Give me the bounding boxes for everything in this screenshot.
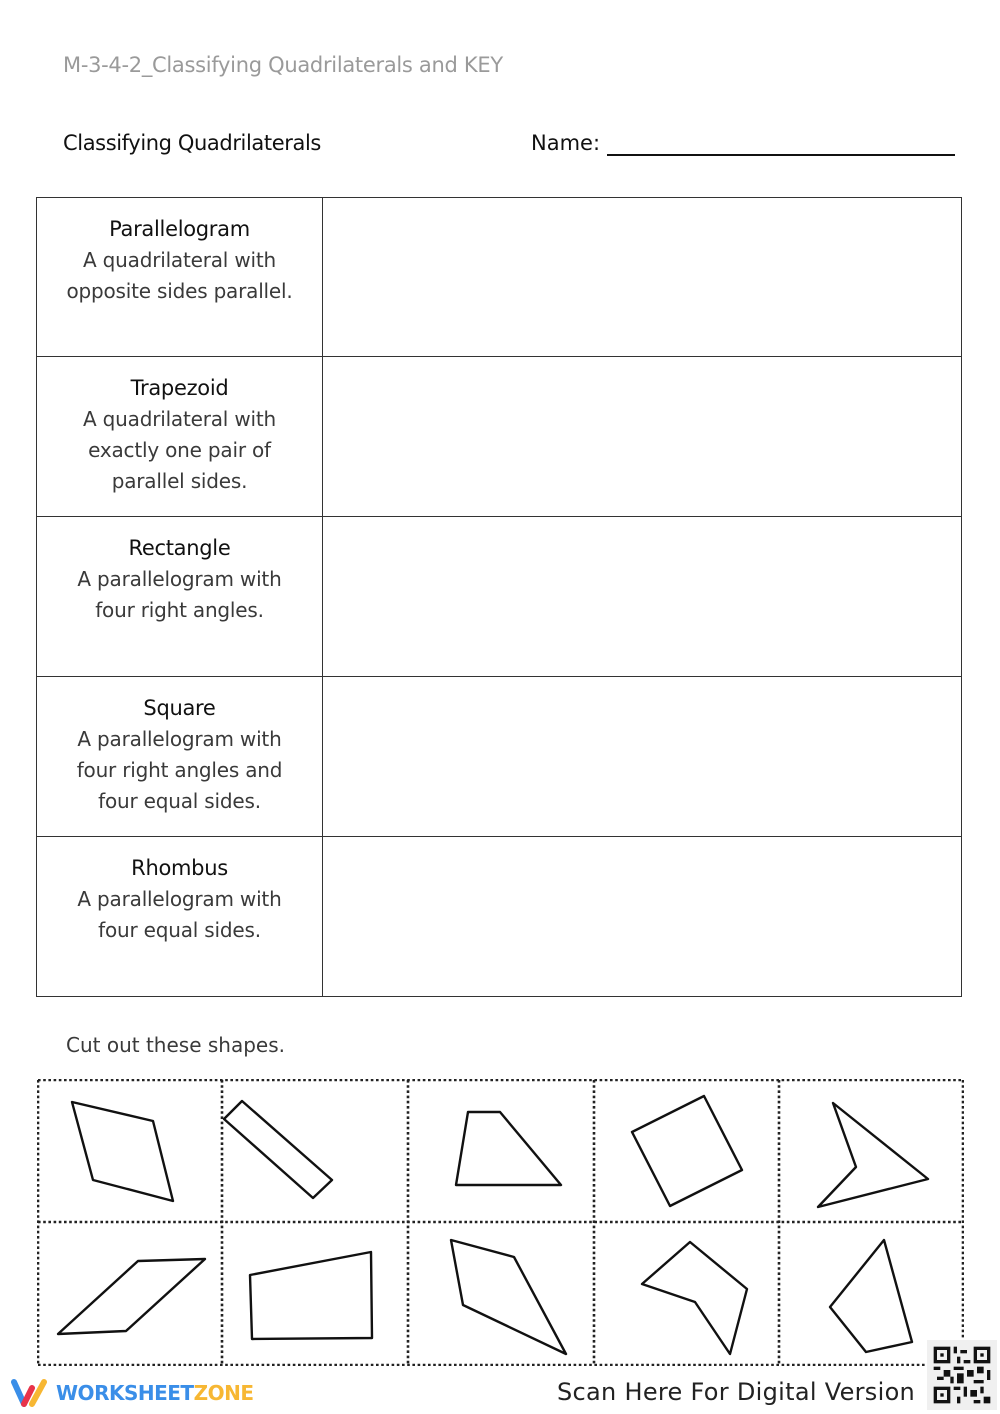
irregular-quadrilateral-shape bbox=[830, 1240, 912, 1352]
term-cell bbox=[37, 837, 323, 997]
definition-row bbox=[37, 677, 962, 837]
definition-row bbox=[37, 357, 962, 517]
cutout-shapes bbox=[37, 1079, 964, 1366]
right-trapezoid-shape bbox=[250, 1252, 372, 1339]
term-definition-line: four equal sides. bbox=[98, 789, 261, 813]
qr-code[interactable] bbox=[927, 1340, 997, 1410]
term-definition-line: four right angles. bbox=[95, 598, 264, 622]
rhombus-shape bbox=[72, 1102, 173, 1201]
term-cell bbox=[37, 517, 323, 677]
term-definition-line: exactly one pair of bbox=[88, 438, 271, 462]
answer-cell[interactable] bbox=[323, 677, 962, 837]
rectangle-shape bbox=[224, 1101, 332, 1198]
scan-caption: Scan Here For Digital Version bbox=[557, 1378, 916, 1406]
answer-cell[interactable] bbox=[323, 198, 962, 357]
term-definition-line: four equal sides. bbox=[98, 918, 261, 942]
term-definition-line: A parallelogram with bbox=[77, 887, 282, 911]
qr-code-icon bbox=[927, 1340, 997, 1410]
term-name: Trapezoid bbox=[130, 376, 229, 400]
definition-row bbox=[37, 837, 962, 997]
term-cell bbox=[37, 357, 323, 517]
parallelogram-shape bbox=[58, 1259, 205, 1334]
concave-pentagon-shape bbox=[642, 1242, 747, 1354]
term-cell bbox=[37, 677, 323, 837]
term-name: Rhombus bbox=[131, 856, 228, 880]
square-shape bbox=[632, 1096, 742, 1206]
definitions-table bbox=[36, 197, 962, 997]
logo-word-zone: ZONE bbox=[193, 1381, 254, 1405]
term-cell bbox=[37, 198, 323, 357]
term-definition-line: A parallelogram with bbox=[77, 567, 282, 591]
name-field-line[interactable] bbox=[607, 154, 955, 156]
term-definition-line: A quadrilateral with bbox=[83, 407, 276, 431]
cutout-instruction: Cut out these shapes. bbox=[66, 1033, 285, 1057]
term-name: Square bbox=[143, 696, 216, 720]
logo-word-worksheet: WORKSHEET bbox=[56, 1381, 194, 1405]
answer-cell[interactable] bbox=[323, 357, 962, 517]
term-definition-line: four right angles and bbox=[76, 758, 283, 782]
cutout-shape-grid bbox=[37, 1079, 964, 1366]
answer-cell[interactable] bbox=[323, 837, 962, 997]
name-label: Name: bbox=[531, 131, 601, 155]
answer-cell[interactable] bbox=[323, 517, 962, 677]
worksheet-title: Classifying Quadrilaterals bbox=[63, 131, 321, 155]
document-id: M-3-4-2_Classifying Quadrilaterals and KEY bbox=[63, 53, 503, 77]
worksheetzone-logo-icon bbox=[10, 1378, 50, 1408]
definition-row bbox=[37, 517, 962, 677]
term-definition-line: A parallelogram with bbox=[77, 727, 282, 751]
term-name: Parallelogram bbox=[109, 217, 250, 241]
worksheetzone-logo[interactable] bbox=[10, 1376, 253, 1410]
definition-row bbox=[37, 198, 962, 357]
term-definition-line: parallel sides. bbox=[111, 469, 248, 493]
term-definition-line: A quadrilateral with bbox=[83, 248, 276, 272]
concave-dart-shape bbox=[818, 1103, 928, 1207]
term-definition-line: opposite sides parallel. bbox=[66, 279, 293, 303]
trapezoid-shape bbox=[456, 1112, 561, 1185]
kite-shape bbox=[451, 1240, 566, 1354]
logo-text bbox=[56, 1381, 253, 1405]
term-name: Rectangle bbox=[128, 536, 231, 560]
